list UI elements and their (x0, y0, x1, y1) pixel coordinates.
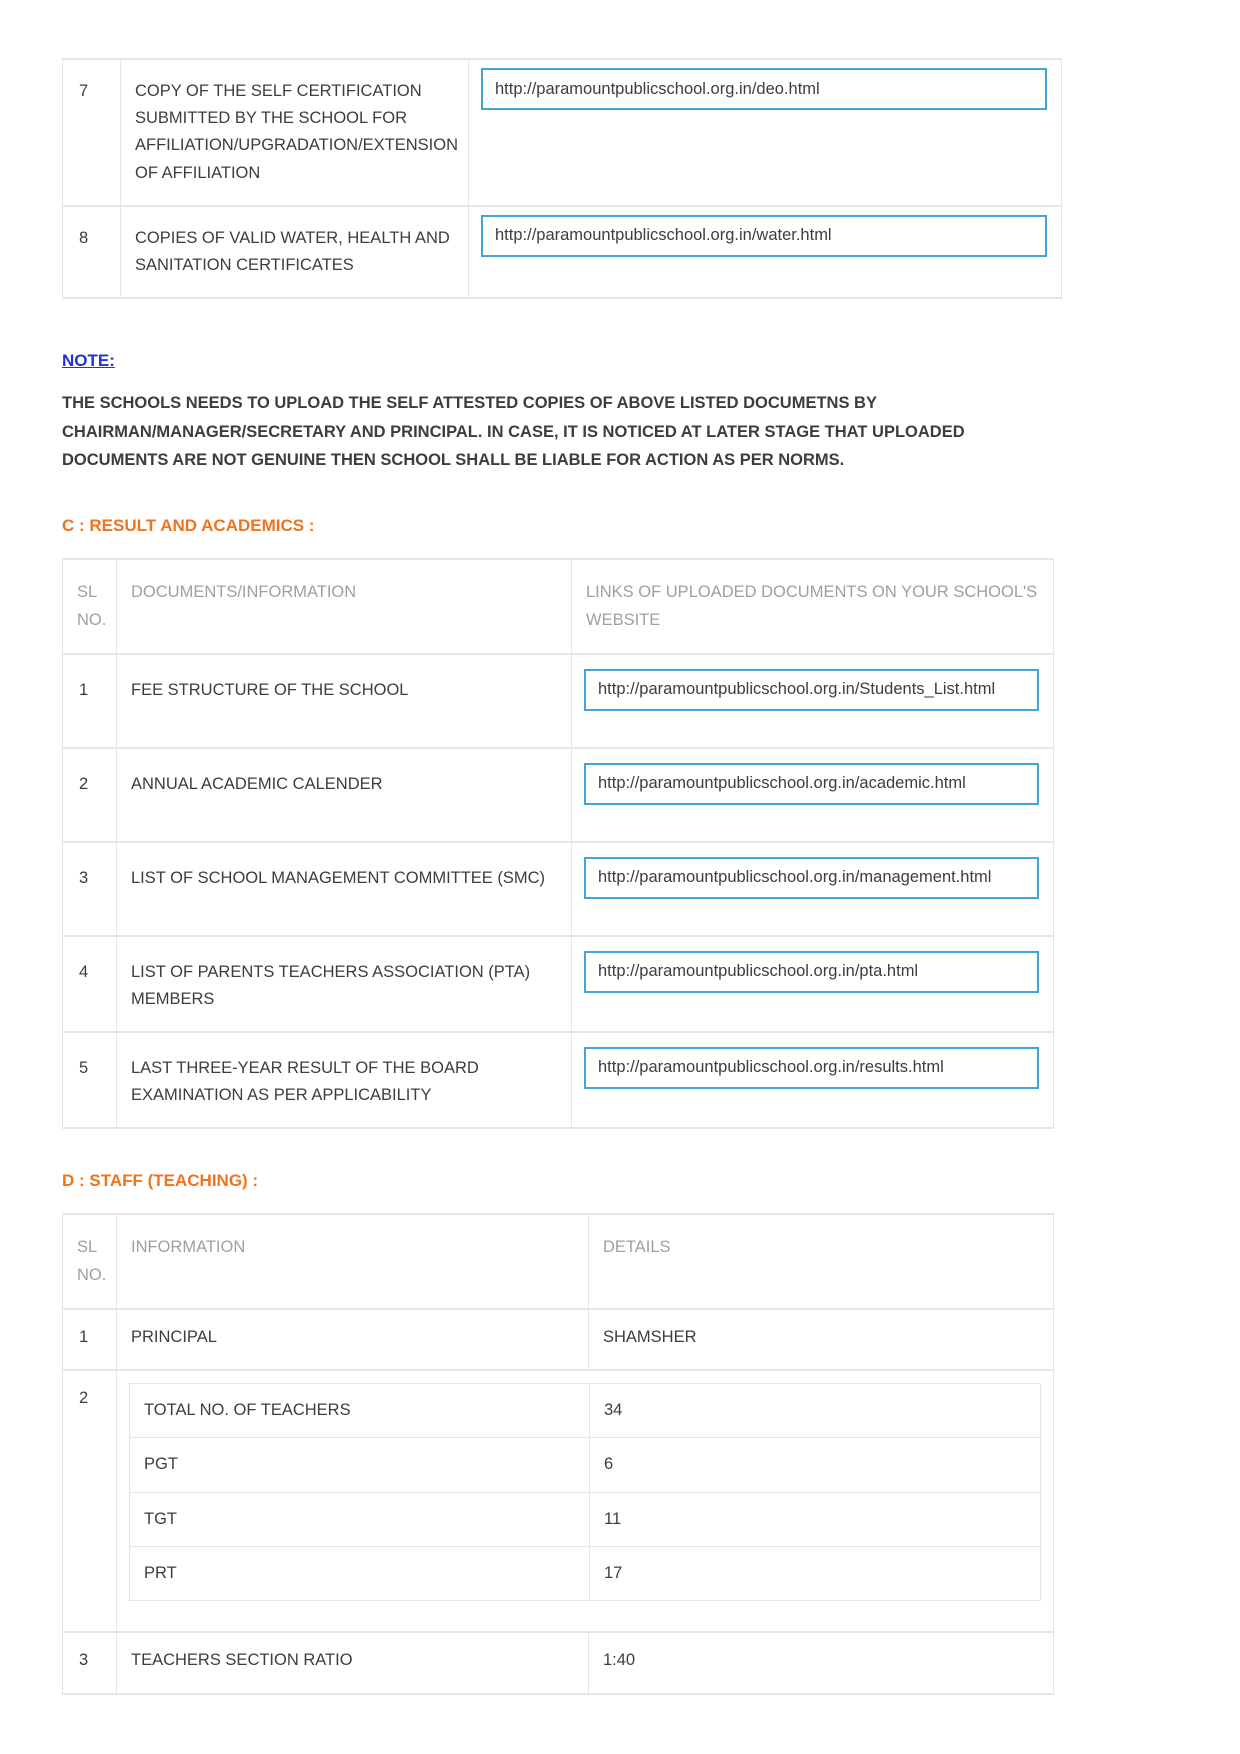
table-row (130, 1438, 1041, 1492)
info-cell: PRT (130, 1547, 590, 1601)
link-input[interactable] (584, 1047, 1039, 1089)
table-row (130, 1383, 1041, 1437)
link-input[interactable] (481, 215, 1047, 257)
sl-cell: 2 (63, 1370, 117, 1633)
link-cell (572, 936, 1054, 1032)
section-d-heading: D : STAFF (TEACHING) : (62, 1171, 259, 1191)
document-cell: COPIES OF VALID WATER, HEALTH AND SANITATION CERTIFICATES (121, 206, 469, 298)
detail-cell: SHAMSHER (589, 1309, 1054, 1370)
link-input[interactable] (481, 68, 1047, 110)
col-header-links: LINKS OF UPLOADED DOCUMENTS ON YOUR SCHOOL'S WEBSITE (572, 559, 1054, 653)
table-row (63, 59, 1062, 206)
link-cell (572, 748, 1054, 842)
table-row (63, 842, 1054, 936)
section-b-table (62, 58, 1062, 299)
detail-cell: 11 (590, 1492, 1041, 1546)
detail-cell: 17 (590, 1547, 1041, 1601)
col-header-details: DETAILS (589, 1214, 1054, 1308)
col-header-sl: SL NO. (63, 559, 117, 653)
link-cell (469, 206, 1062, 298)
table-row (63, 1632, 1054, 1693)
link-input[interactable] (584, 763, 1039, 805)
document-cell: FEE STRUCTURE OF THE SCHOOL (117, 654, 572, 748)
sl-cell: 5 (63, 1032, 117, 1128)
link-input[interactable] (584, 669, 1039, 711)
sl-cell: 1 (63, 1309, 117, 1370)
document-cell: LAST THREE-YEAR RESULT OF THE BOARD EXAMINATION AS PER APPLICABILITY (117, 1032, 572, 1128)
link-cell (572, 654, 1054, 748)
sl-cell: 3 (63, 842, 117, 936)
note-text: THE SCHOOLS NEEDS TO UPLOAD THE SELF ATTESTED COPIES OF ABOVE LISTED DOCUMETNS BY CHAIRMAN/MANAGER/SECRETARY AND PRINCIPAL. IN CASE, IT IS NOTICED AT LATER STAGE THAT UPLOADED DOCUMENTS ARE NOT GENUINE THEN SCHOOL SHALL BE LIABLE FOR ACTION AS PER NORMS. (62, 394, 965, 470)
table-row (130, 1492, 1041, 1546)
nested-table-cell (117, 1370, 1054, 1633)
sl-cell: 3 (63, 1632, 117, 1693)
document-cell: COPY OF THE SELF CERTIFICATION SUBMITTED BY THE SCHOOL FOR AFFILIATION/UPGRADATION/EXTENSION OF AFFILIATION (121, 59, 469, 206)
col-header-sl: SL NO. (63, 1214, 117, 1308)
table-header-row (63, 559, 1054, 653)
col-header-documents: DOCUMENTS/INFORMATION (117, 559, 572, 653)
sl-cell: 2 (63, 748, 117, 842)
teachers-breakdown-table (129, 1383, 1041, 1602)
table-row (63, 206, 1062, 298)
link-input[interactable] (584, 857, 1039, 899)
col-header-information: INFORMATION (117, 1214, 589, 1308)
sl-cell: 8 (63, 206, 121, 298)
detail-cell: 1:40 (589, 1632, 1054, 1693)
link-cell (572, 1032, 1054, 1128)
link-input[interactable] (584, 951, 1039, 993)
table-row (63, 1309, 1054, 1370)
table-row (130, 1547, 1041, 1601)
table-row (63, 748, 1054, 842)
sl-cell: 1 (63, 654, 117, 748)
table-row (63, 936, 1054, 1032)
section-c-heading: C : RESULT AND ACADEMICS : (62, 516, 315, 536)
link-cell (572, 842, 1054, 936)
link-cell (469, 59, 1062, 206)
table-header-row (63, 1214, 1054, 1308)
info-cell: TEACHERS SECTION RATIO (117, 1632, 589, 1693)
note-link[interactable]: NOTE: (62, 351, 115, 371)
info-cell: PRINCIPAL (117, 1309, 589, 1370)
document-cell: ANNUAL ACADEMIC CALENDER (117, 748, 572, 842)
detail-cell: 6 (590, 1438, 1041, 1492)
sl-cell: 7 (63, 59, 121, 206)
info-cell: PGT (130, 1438, 590, 1492)
table-row (63, 1370, 1054, 1633)
info-cell: TOTAL NO. OF TEACHERS (130, 1383, 590, 1437)
document-cell: LIST OF SCHOOL MANAGEMENT COMMITTEE (SMC) (117, 842, 572, 936)
table-row (63, 654, 1054, 748)
table-row (63, 1032, 1054, 1128)
detail-cell: 34 (590, 1383, 1041, 1437)
section-d-table (62, 1213, 1054, 1694)
section-c-table (62, 558, 1054, 1129)
document-cell: LIST OF PARENTS TEACHERS ASSOCIATION (PTA) MEMBERS (117, 936, 572, 1032)
sl-cell: 4 (63, 936, 117, 1032)
info-cell: TGT (130, 1492, 590, 1546)
